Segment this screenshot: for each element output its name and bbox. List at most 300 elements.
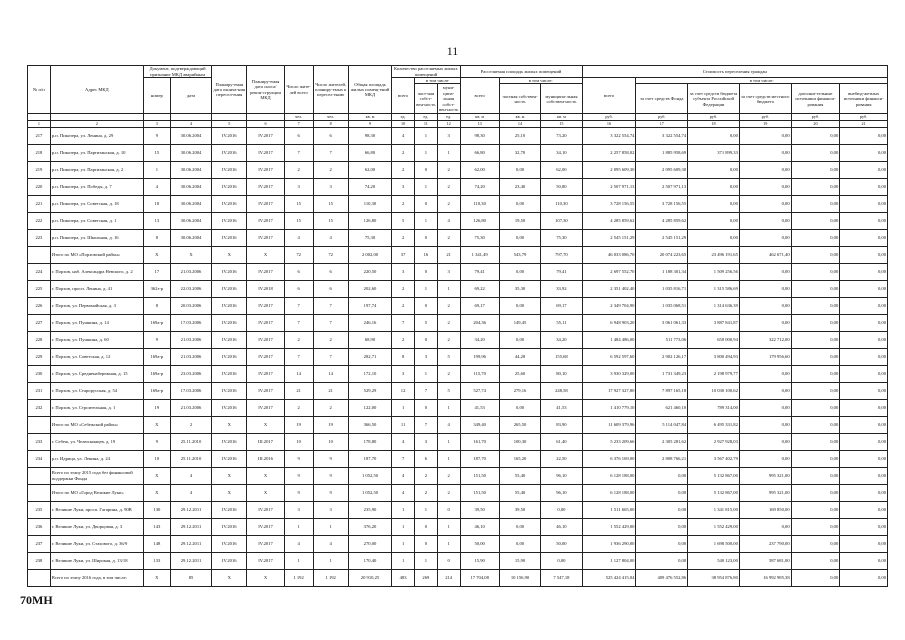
table-cell: 1 188 301,34 <box>636 263 688 280</box>
table-cell: 0,00 <box>791 229 840 246</box>
table-cell: 265,50 <box>499 416 540 433</box>
hdr-doc-date: дата <box>170 78 211 114</box>
table-cell: г. Великие Луки, ул. Стахового, д. 36/9 <box>50 535 143 552</box>
table-cell: 9 <box>143 127 170 144</box>
table-cell: 0,00 <box>791 467 840 484</box>
table-cell: 9 <box>143 331 170 348</box>
table-cell: 20.03.2006 <box>170 297 211 314</box>
table-cell: IV.2016 <box>212 535 247 552</box>
table-cell: 0,00 <box>739 314 791 331</box>
table-cell: 170,40 <box>348 552 391 569</box>
table-cell: 4 <box>313 535 348 552</box>
table-cell: 0,00 <box>840 382 888 399</box>
table-cell: 2 545 151,29 <box>582 229 636 246</box>
table-cell: 1 410 779,10 <box>582 399 636 416</box>
table-cell: IV.2016 <box>212 161 247 178</box>
table-cell: 1 <box>437 144 460 161</box>
table-cell: 0,00 <box>791 552 840 569</box>
table-cell: 46 033 086,70 <box>582 246 636 263</box>
table-cell: г. Великие Луки, ул. Широкая, д. 13/18 <box>50 552 143 569</box>
table-cell: 279,16 <box>499 382 540 399</box>
table-cell: 4 <box>284 535 313 552</box>
table-cell: 38 954 876,80 <box>688 569 740 586</box>
table-cell: 30.06.2004 <box>170 161 211 178</box>
table-cell: 1 035 816,71 <box>636 280 688 297</box>
table-cell: 0,00 <box>840 161 888 178</box>
unit-cell <box>212 114 247 121</box>
table-cell: 0,00 <box>499 297 540 314</box>
table-cell: 2 <box>437 365 460 382</box>
hdr-qty-incl: в том числе <box>414 78 460 84</box>
table-cell: 2 <box>313 399 348 416</box>
table-cell: 0,00 <box>541 552 582 569</box>
resettlement-table <box>27 65 888 587</box>
table-cell: 237 790,00 <box>739 535 791 552</box>
table-cell: 366,50 <box>348 416 391 433</box>
table-cell: 1 315 586,69 <box>688 280 740 297</box>
table-cell: 0 <box>414 263 437 280</box>
table-cell: 50,80 <box>541 178 582 195</box>
table-cell: 41,53 <box>541 399 582 416</box>
table-cell: 1 511 665,00 <box>582 501 636 518</box>
hdr-cost-extra: дополни-тельные источники финанси-рования <box>791 84 840 114</box>
table-cell: 5 114 047,84 <box>636 416 688 433</box>
table-cell: 30.06.2004 <box>170 178 211 195</box>
table-cell: 39,50 <box>499 501 540 518</box>
table-cell: р.п. Пикозера, ул. Победы, д. 7 <box>50 178 143 195</box>
table-row <box>28 178 888 195</box>
table-cell: 6 <box>284 280 313 297</box>
table-cell: 169а-р <box>143 314 170 331</box>
table-cell: 218 <box>28 144 51 161</box>
table-cell: IV.2017 <box>247 161 284 178</box>
table-cell: 0,00 <box>791 127 840 144</box>
table-cell <box>28 467 51 484</box>
table-cell: 540 123,00 <box>688 552 740 569</box>
table-cell: 227 <box>28 314 51 331</box>
table-cell: 5 233 209,66 <box>582 433 636 450</box>
table-cell: 1 <box>392 399 415 416</box>
table-cell: 3 <box>392 365 415 382</box>
table-cell: IV.2017 <box>247 127 284 144</box>
table-cell: IV.2016 <box>212 552 247 569</box>
table-cell: 0,00 <box>739 144 791 161</box>
table-cell: X <box>143 484 170 501</box>
table-cell: 1 <box>414 144 437 161</box>
table-cell: 10 <box>313 433 348 450</box>
unit-cell: руб. <box>739 114 791 121</box>
table-cell: 0,00 <box>791 297 840 314</box>
table-cell: 19 <box>143 399 170 416</box>
table-cell: 0,00 <box>791 569 840 586</box>
table-cell: 4 <box>392 127 415 144</box>
column-number-cell: 17 <box>636 121 688 127</box>
hdr-total-area: Общая площадь жилых помещ-ений МКД <box>348 66 391 114</box>
table-cell: 1 509 256,56 <box>688 263 740 280</box>
unit-cell: руб. <box>582 114 636 121</box>
table-row <box>28 501 888 518</box>
table-cell: 230 <box>28 365 51 382</box>
unit-cell: кв. м <box>541 114 582 121</box>
table-cell: 7 <box>313 297 348 314</box>
subtotal-row <box>28 246 888 263</box>
table-cell: г. Порхов, ул. Первомайская, д. 3 <box>50 297 143 314</box>
table-cell: IV.2017 <box>247 348 284 365</box>
table-cell: 46,10 <box>460 518 499 535</box>
table-row <box>28 144 888 161</box>
table-cell: Итого по МО «Порховский район» <box>50 246 143 263</box>
table-cell: 66,80 <box>348 144 391 161</box>
table-cell: 0,00 <box>840 399 888 416</box>
table-cell: 0,00 <box>688 161 740 178</box>
hdr-cost-total: всего <box>582 78 636 114</box>
table-cell: 23,40 <box>499 178 540 195</box>
table-cell: р.п. Пикозера, ул. Партизанская, д. 2 <box>50 161 143 178</box>
table-cell: 21 <box>313 382 348 399</box>
table-cell: 0,00 <box>840 450 888 467</box>
column-number-cell: 18 <box>688 121 740 127</box>
table-cell: 0,00 <box>636 518 688 535</box>
table-cell: 237 <box>28 535 51 552</box>
table-cell: 0,00 <box>791 144 840 161</box>
table-cell: X <box>247 569 284 586</box>
table-cell: 15 <box>313 195 348 212</box>
table-cell: 529,29 <box>348 382 391 399</box>
table-cell: 55,11 <box>541 314 582 331</box>
table-cell: 0,00 <box>791 314 840 331</box>
table-cell: 1 <box>437 399 460 416</box>
table-cell: X <box>212 416 247 433</box>
table-cell: 4 <box>392 484 415 501</box>
table-row <box>28 229 888 246</box>
table-cell: г. Порхов, ул. Строительная, д. 1 <box>50 399 143 416</box>
table-cell: 0,00 <box>791 195 840 212</box>
table-cell: 0 <box>414 518 437 535</box>
table-cell: 21.03.2006 <box>170 348 211 365</box>
table-cell: 2 545 151,29 <box>636 229 688 246</box>
table-cell: 1 <box>392 518 415 535</box>
table-cell: 1 <box>414 280 437 297</box>
table-cell: 3 <box>437 127 460 144</box>
hdr-planned-demolish: Планиру-емая дата сноса/ рекон-струкции МКД <box>247 66 284 114</box>
table-cell: 0,00 <box>840 552 888 569</box>
table-cell: 2 095 609,30 <box>636 161 688 178</box>
table-cell: 1 552 429,00 <box>582 518 636 535</box>
table-cell: 169а-р <box>143 348 170 365</box>
table-cell: IV.2017 <box>247 518 284 535</box>
table-cell: Всего по этапу 2016 года, в том числе: <box>50 569 143 586</box>
column-number-cell: 6 <box>247 121 284 127</box>
table-cell: 5 132 867,00 <box>688 484 740 501</box>
table-cell: IV.2017 <box>247 263 284 280</box>
table-cell: р.п. Пикозера, ул. Советская, д. 18 <box>50 195 143 212</box>
table-cell: 483 <box>392 569 415 586</box>
table-cell: 2 349 704,90 <box>582 297 636 314</box>
table-cell: 223 <box>28 229 51 246</box>
column-number-cell: 9 <box>348 121 391 127</box>
subtotal-row <box>28 569 888 586</box>
table-cell: 6 <box>284 263 313 280</box>
table-cell: 161,70 <box>460 433 499 450</box>
table-cell <box>28 569 51 586</box>
hdr-no: № п/п <box>28 66 51 114</box>
table-cell: IV.2016 <box>212 331 247 348</box>
table-cell: 0,00 <box>499 229 540 246</box>
table-cell: 3 728 156,55 <box>636 195 688 212</box>
table-row <box>28 535 888 552</box>
table-cell: 0,00 <box>739 178 791 195</box>
table-cell: 4 <box>170 484 211 501</box>
table-cell: 96,10 <box>541 467 582 484</box>
table-cell: 1 <box>414 365 437 382</box>
table-cell: 15 <box>284 212 313 229</box>
table-cell: 376,20 <box>348 518 391 535</box>
table-cell: 3 <box>313 501 348 518</box>
table-cell: 362з-р <box>143 280 170 297</box>
table-cell: г. Порхов, ул. Пушкина, д. 14 <box>50 314 143 331</box>
table-cell: 23.03.2006 <box>170 365 211 382</box>
table-cell: 35,30 <box>499 280 540 297</box>
table-cell: 543,79 <box>499 246 540 263</box>
table-cell: 995 321,00 <box>739 467 791 484</box>
table-cell: 224 <box>28 263 51 280</box>
table-cell: 3 930 329,00 <box>582 365 636 382</box>
table-cell: 2 095 609,30 <box>582 161 636 178</box>
table-cell: 1 <box>437 280 460 297</box>
table-cell: 7 <box>414 382 437 399</box>
table-cell: 2 <box>437 484 460 501</box>
table-cell: 3 800 494,93 <box>688 348 740 365</box>
column-number-cell: 21 <box>840 121 888 127</box>
table-cell: 0,00 <box>791 433 840 450</box>
table-cell: 29.12.2011 <box>170 552 211 569</box>
table-cell: 650 000,94 <box>688 331 740 348</box>
table-cell: 1 <box>437 518 460 535</box>
table-cell: IV.2017 <box>247 331 284 348</box>
table-cell: IV.2016 <box>212 365 247 382</box>
table-cell: 246,16 <box>348 314 391 331</box>
table-cell: 4 <box>437 212 460 229</box>
table-cell: 21.03.2006 <box>170 331 211 348</box>
table-cell: 72 <box>284 246 313 263</box>
table-cell: 5 <box>437 348 460 365</box>
table-cell: 0,00 <box>840 297 888 314</box>
table-cell: 0 <box>414 195 437 212</box>
table-cell: 21 <box>437 246 460 263</box>
table-cell: 462 671,40 <box>739 246 791 263</box>
table-cell: 10 <box>143 450 170 467</box>
table-cell: IV.2016 <box>212 433 247 450</box>
table-cell: 2 305 281,62 <box>636 433 688 450</box>
table-row <box>28 314 888 331</box>
table-cell: 17 <box>143 263 170 280</box>
unit-cell: руб. <box>636 114 688 121</box>
unit-cell: ед. <box>437 114 460 121</box>
table-cell: 0,00 <box>739 297 791 314</box>
table-cell: 62,00 <box>541 161 582 178</box>
table-cell: IV.2016 <box>212 195 247 212</box>
table-cell: 0,00 <box>739 450 791 467</box>
table-cell: 0,00 <box>636 501 688 518</box>
table-cell: 6 <box>313 263 348 280</box>
table-cell: 0,00 <box>739 433 791 450</box>
table-cell: 1 <box>284 552 313 569</box>
table-cell: 511 773,06 <box>636 331 688 348</box>
table-cell: 1 <box>414 127 437 144</box>
table-cell: 66,80 <box>460 144 499 161</box>
table-cell: 169а-р <box>143 365 170 382</box>
hdr-doc: Документ, подтверждающий признание МКД аварийным <box>143 66 211 78</box>
table-cell: 17 927 327,80 <box>582 382 636 399</box>
table-cell: 5 <box>437 382 460 399</box>
table-cell: 4 <box>143 178 170 195</box>
column-number-cell: 4 <box>170 121 211 127</box>
column-number-cell: 10 <box>392 121 415 127</box>
table-cell: 4 <box>392 433 415 450</box>
table-cell: 41,53 <box>460 399 499 416</box>
table-cell: 1 192 <box>284 569 313 586</box>
column-number-cell: 7 <box>284 121 313 127</box>
table-cell: 62,00 <box>348 161 391 178</box>
table-cell: 225 <box>28 280 51 297</box>
table-cell: 10 <box>284 433 313 450</box>
table-cell: 0,00 <box>739 161 791 178</box>
table-cell: 0 <box>414 161 437 178</box>
table-cell: 19 <box>284 416 313 433</box>
table-cell: 15 <box>284 195 313 212</box>
table-cell: IV.2016 <box>212 450 247 467</box>
table-cell: 25,10 <box>499 127 540 144</box>
table-cell: 34,20 <box>541 331 582 348</box>
table-cell: X <box>212 569 247 586</box>
table-cell: IV.2016 <box>212 229 247 246</box>
table-cell: 133 <box>143 552 170 569</box>
table-cell: 30.06.2004 <box>170 127 211 144</box>
table-cell: IV.2016 <box>212 399 247 416</box>
table-cell: 44,28 <box>499 348 540 365</box>
table-cell: 0,00 <box>840 569 888 586</box>
table-cell: 4 <box>392 467 415 484</box>
column-number-cell: 2 <box>50 121 143 127</box>
table-cell: 15 <box>313 212 348 229</box>
table-cell: 29.12.2011 <box>170 535 211 552</box>
table-row <box>28 433 888 450</box>
column-number-cell: 14 <box>499 121 540 127</box>
table-cell: 187,70 <box>460 450 499 467</box>
table-cell: IV.2017 <box>247 195 284 212</box>
table-cell: IV.2017 <box>247 382 284 399</box>
table-cell: 238 <box>28 552 51 569</box>
table-cell: 322 712,00 <box>739 331 791 348</box>
table-cell: IV.2017 <box>247 314 284 331</box>
table-cell <box>28 484 51 501</box>
table-cell: 15,90 <box>460 552 499 569</box>
table-cell: 50,00 <box>541 535 582 552</box>
table-cell: IV.2016 <box>212 212 247 229</box>
table-cell: 1 885 958,69 <box>636 144 688 161</box>
table-cell: 5 <box>392 212 415 229</box>
table-cell: 3 061 061,33 <box>636 314 688 331</box>
table-cell: IV.2016 <box>212 263 247 280</box>
table-cell: IV.2017 <box>247 535 284 552</box>
table-cell: г. Себеж, ул. Челюскинцев, д. 19 <box>50 433 143 450</box>
table-cell: р.п. Пикозера, ул. Ленина, д. 29 <box>50 127 143 144</box>
table-cell: 0,00 <box>791 365 840 382</box>
table-cell: 16 <box>414 246 437 263</box>
table-cell: 1 <box>437 450 460 467</box>
table-cell: 19,50 <box>499 212 540 229</box>
table-cell: 1 <box>437 535 460 552</box>
table-cell: 3 567 402,79 <box>688 450 740 467</box>
table-cell: 110,30 <box>460 195 499 212</box>
table-cell: 0,00 <box>636 552 688 569</box>
table-cell: 220 <box>28 178 51 195</box>
table-cell: 148 <box>143 535 170 552</box>
hdr-doc-number: номер <box>143 78 170 114</box>
table-cell: 10 156,90 <box>499 569 540 586</box>
table-cell: 4 285 859,62 <box>582 212 636 229</box>
table-cell: 2 808 766,21 <box>636 450 688 467</box>
table-cell: 37 <box>392 246 415 263</box>
table-cell: 69,17 <box>541 297 582 314</box>
table-cell: 587 681,00 <box>739 552 791 569</box>
table-cell: 0,00 <box>791 263 840 280</box>
table-cell: 3 <box>437 263 460 280</box>
table-cell: 143 <box>143 518 170 535</box>
subtotal-row <box>28 467 888 484</box>
hdr-area: Расселяемая площадь жилых помещений <box>460 66 582 78</box>
table-cell: 96,10 <box>541 484 582 501</box>
table-cell: Итого по МО «Город Великие Луки» <box>50 484 143 501</box>
unit-cell: чел. <box>284 114 313 121</box>
table-cell: 1 552 429,00 <box>688 518 740 535</box>
table-cell: 25,60 <box>499 365 540 382</box>
table-cell: р.п. Идрица, ул. Ленина, д. 24 <box>50 450 143 467</box>
table-cell: 0,00 <box>791 348 840 365</box>
table-cell: 1 <box>414 552 437 569</box>
table-cell: 1 731 349,23 <box>636 365 688 382</box>
table-cell: 0,00 <box>840 195 888 212</box>
column-number-cell: 20 <box>791 121 840 127</box>
table-cell: 1 192 <box>313 569 348 586</box>
table-cell: 1 <box>414 501 437 518</box>
hdr-qty-municipal: муни-ципа-льная собст-вен-ность <box>439 85 459 113</box>
table-cell: 165,20 <box>499 450 540 467</box>
table-cell: 527,74 <box>460 382 499 399</box>
table-cell: 1 035 068,51 <box>636 297 688 314</box>
unit-cell: руб. <box>791 114 840 121</box>
table-cell: 122,00 <box>348 399 391 416</box>
table-cell: 0,00 <box>688 178 740 195</box>
table-cell: 0,00 <box>840 416 888 433</box>
table-cell: X <box>212 246 247 263</box>
table-cell: 79,41 <box>460 263 499 280</box>
table-cell: 995 321,00 <box>739 484 791 501</box>
table-cell: 2 507 971,13 <box>636 178 688 195</box>
table-cell: 0,00 <box>636 484 688 501</box>
table-cell: 126,80 <box>460 212 499 229</box>
table-cell: 0,00 <box>791 382 840 399</box>
table-cell: X <box>212 467 247 484</box>
table-cell: IV.2016 <box>212 382 247 399</box>
table-cell: 30.06.2004 <box>170 229 211 246</box>
table-cell: 3 322 554,74 <box>636 127 688 144</box>
table-cell: 9 <box>313 467 348 484</box>
table-cell: 409 476 552,86 <box>636 569 688 586</box>
table-cell: 0,00 <box>791 450 840 467</box>
table-cell: 2 <box>392 144 415 161</box>
table-cell: 11 609 379,96 <box>582 416 636 433</box>
